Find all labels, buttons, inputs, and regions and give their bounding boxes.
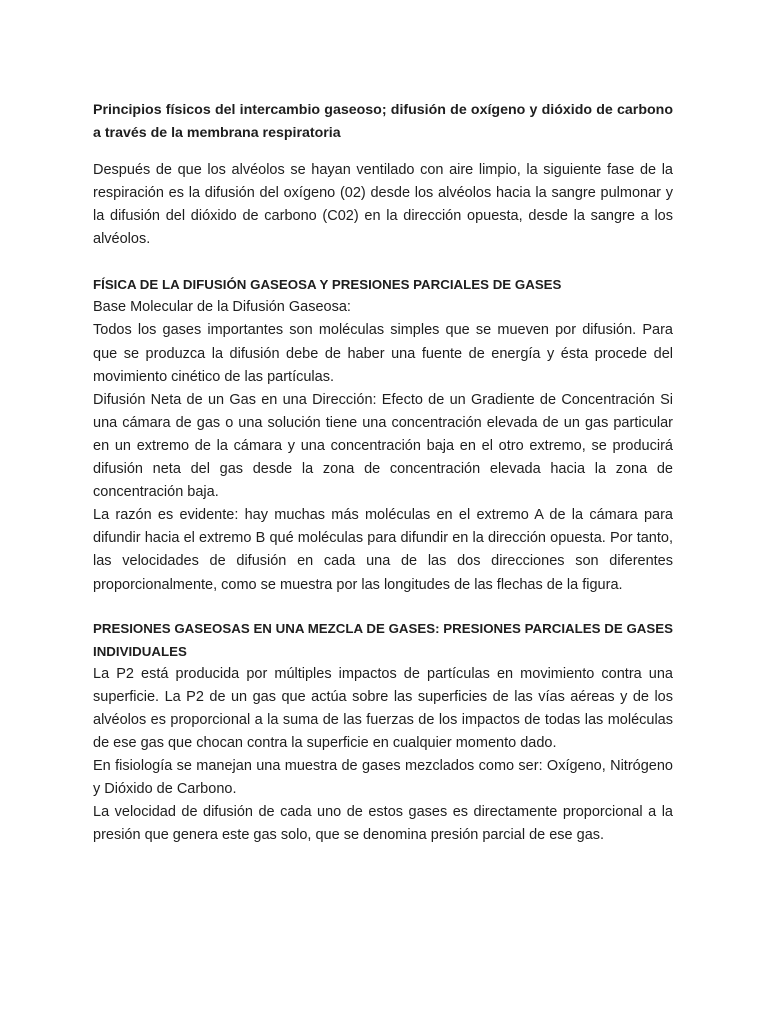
section-physics-diffusion [93,273,673,596]
paragraph: En fisiología se manejan una muestra de gases mezclados como ser: Oxígeno, Nitrógeno y Dióxido de Carbono. [93,757,673,798]
paragraph: La razón es evidente: hay muchas más moléculas en el extremo A de la cámara para difundir hacia el extremo B qué moléculas para difundir en la dirección opuesta. Por tanto, las velocidades de difusión en cada una de las dos direcciones son diferentes proporcionalmente, como se muestra por las longitudes de las flechas de la figura. [93,507,673,593]
document-page [93,99,673,867]
paragraph: Base Molecular de la Difusión Gaseosa: [93,299,351,316]
intro-paragraph: Después de que los alvéolos se hayan ventilado con aire limpio, la siguiente fase de la respiración es la difusión del oxígeno (02) desde los alvéolos hacia la sangre pulmonar y la difusión del dióxido de carbono (C02) en la dirección opuesta, desde la sangre a los alvéolos. [93,162,673,248]
section-heading: FÍSICA DE LA DIFUSIÓN GASEOSA Y PRESIONES PARCIALES DE GASES [93,277,562,293]
paragraph: Difusión Neta de un Gas en una Dirección: Efecto de un Gradiente de Concentración Si una cámara de gas o una solución tiene una concentración elevada de un gas particular en un extremo de la cámara y una concentración baja en el otro extremo, se producirá difusión neta del gas desde la zona de concentración elevada hacia la zona de concentración baja. [93,391,673,501]
section-gas-pressures [93,617,673,848]
paragraph: Todos los gases importantes son moléculas simples que se mueven por difusión. Para que se produzca la difusión debe de haber una fuente de energía y ésta procede del movimiento cinético de las partículas. [93,322,673,385]
document-title: Principios físicos del intercambio gaseoso; difusión de oxígeno y dióxido de carbono a través de la membrana respiratoria [93,102,673,141]
section-heading: PRESIONES GASEOSAS EN UNA MEZCLA DE GASES: PRESIONES PARCIALES DE GASES INDIVIDUALES [93,620,673,659]
paragraph: La velocidad de difusión de cada uno de estos gases es directamente proporcional a la presión que genera este gas solo, que se denomina presión parcial de ese gas. [93,804,673,844]
paragraph: La P2 está producida por múltiples impactos de partículas en movimiento contra una superficie. La P2 de un gas que actúa sobre las superficies de las vías aéreas y de los alvéolos es proporcional a la suma de las fuerzas de los impactos de todas las moléculas de ese gas que chocan contra la superficie en cualquier momento dado. [93,665,673,751]
